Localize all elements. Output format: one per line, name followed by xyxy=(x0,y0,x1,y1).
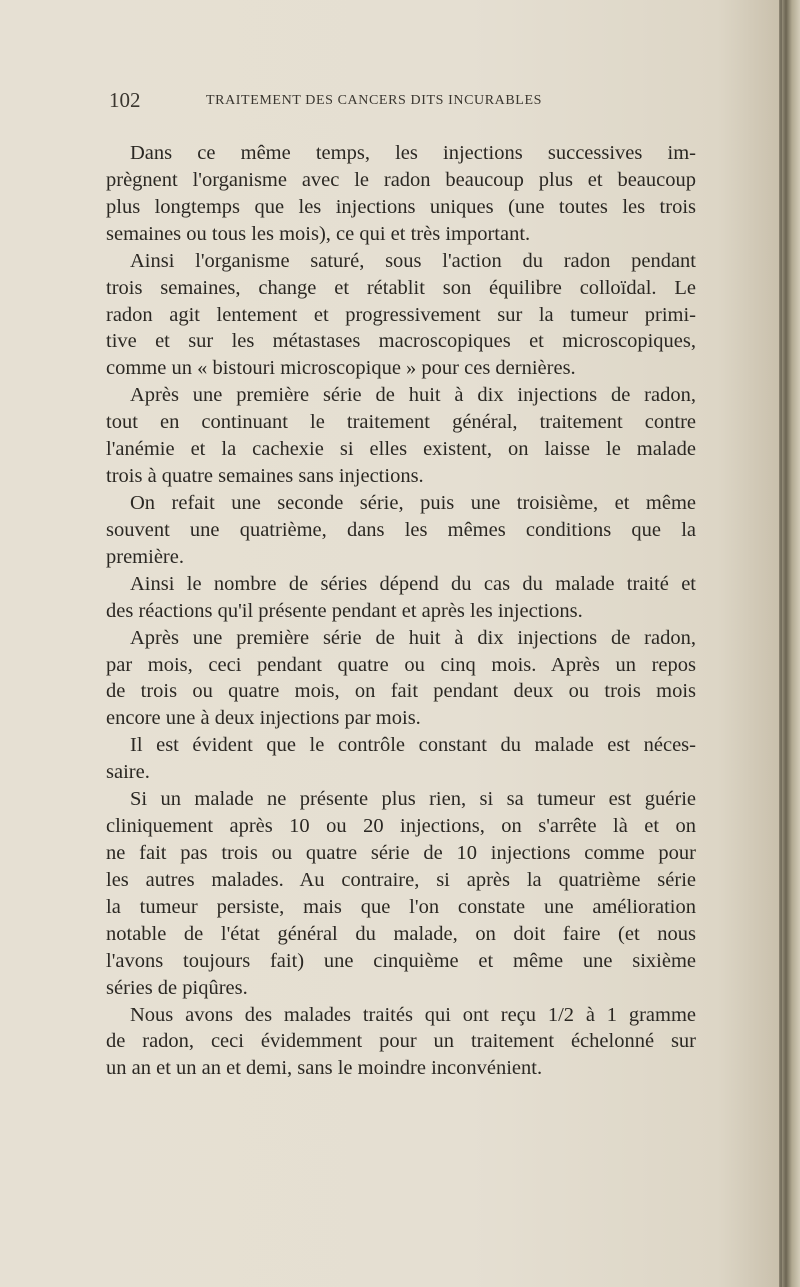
text-line: séries de piqûres. xyxy=(106,976,248,999)
book-binding-edge xyxy=(780,0,800,1287)
text-line: de trois ou quatre mois, on fait pendant deux ou trois mois xyxy=(106,680,696,703)
body-text xyxy=(106,140,696,1082)
text-line: ne fait pas trois ou quatre série de 10 injections comme pour xyxy=(106,841,696,864)
text-line: Dans ce même temps, les injections successives im- xyxy=(130,142,696,164)
text-line: On refait une seconde série, puis une troisième, et même xyxy=(130,491,696,514)
text-line: saire. xyxy=(106,761,150,784)
text-line: trois semaines, change et rétablit son équilibre colloïdal. Le xyxy=(106,276,696,299)
page-header xyxy=(109,86,699,116)
text-line: cliniquement après 10 ou 20 injections, on s'arrête là et on xyxy=(106,815,696,838)
text-line: trois à quatre semaines sans injections. xyxy=(106,465,424,488)
text-line: la tumeur persiste, mais que l'on constate une amélioration xyxy=(106,895,696,918)
text-line: l'anémie et la cachexie si elles existent, on laisse le malade xyxy=(106,438,696,461)
text-line: tive et sur les métastases macroscopiques et microscopiques, xyxy=(106,330,696,353)
text-line: Ainsi l'organisme saturé, sous l'action du radon pendant xyxy=(130,249,696,272)
text-line: de radon, ceci évidemment pour un traitement échelonné sur xyxy=(106,1030,696,1053)
text-line: prègnent l'organisme avec le radon beaucoup plus et beaucoup xyxy=(106,168,696,191)
running-head: TRAITEMENT DES CANCERS DITS INCURABLES xyxy=(206,93,543,108)
text-line: Nous avons des malades traités qui ont reçu 1/2 à 1 gramme xyxy=(130,1003,696,1026)
page-number: 102 xyxy=(109,88,141,112)
text-line: comme un « bistouri microscopique » pour ces dernières. xyxy=(106,357,576,380)
text-line: les autres malades. Au contraire, si après la quatrième série xyxy=(106,868,696,891)
text-line: par mois, ceci pendant quatre ou cinq mois. Après un repos xyxy=(106,653,696,676)
text-line: radon agit lentement et progressivement sur la tumeur primi- xyxy=(106,303,696,326)
text-line: notable de l'état général du malade, on doit faire (et nous xyxy=(106,922,696,945)
text-line: première. xyxy=(106,545,184,568)
text-line: Ainsi le nombre de séries dépend du cas du malade traité et xyxy=(130,572,696,595)
text-line: Après une première série de huit à dix injections de radon, xyxy=(130,384,696,407)
text-line: Si un malade ne présente plus rien, si sa tumeur est guérie xyxy=(130,788,696,811)
text-line: un an et un an et demi, sans le moindre inconvénient. xyxy=(106,1057,543,1080)
text-line: encore une à deux injections par mois. xyxy=(106,707,421,730)
text-line: souvent une quatrième, dans les mêmes conditions que la xyxy=(106,518,696,541)
text-line: des réactions qu'il présente pendant et après les injections. xyxy=(106,599,583,622)
text-line: Après une première série de huit à dix injections de radon, xyxy=(130,626,696,649)
page-gutter-shadow xyxy=(779,0,782,1287)
text-line: plus longtemps que les injections uniques (une toutes les trois xyxy=(106,195,696,218)
text-line: tout en continuant le traitement général, traitement contre xyxy=(106,411,696,434)
text-line: l'avons toujours fait) une cinquième et même une sixième xyxy=(106,949,696,972)
text-line: semaines ou tous les mois), ce qui et très important. xyxy=(106,222,531,245)
text-line: Il est évident que le contrôle constant du malade est néces- xyxy=(130,734,696,757)
